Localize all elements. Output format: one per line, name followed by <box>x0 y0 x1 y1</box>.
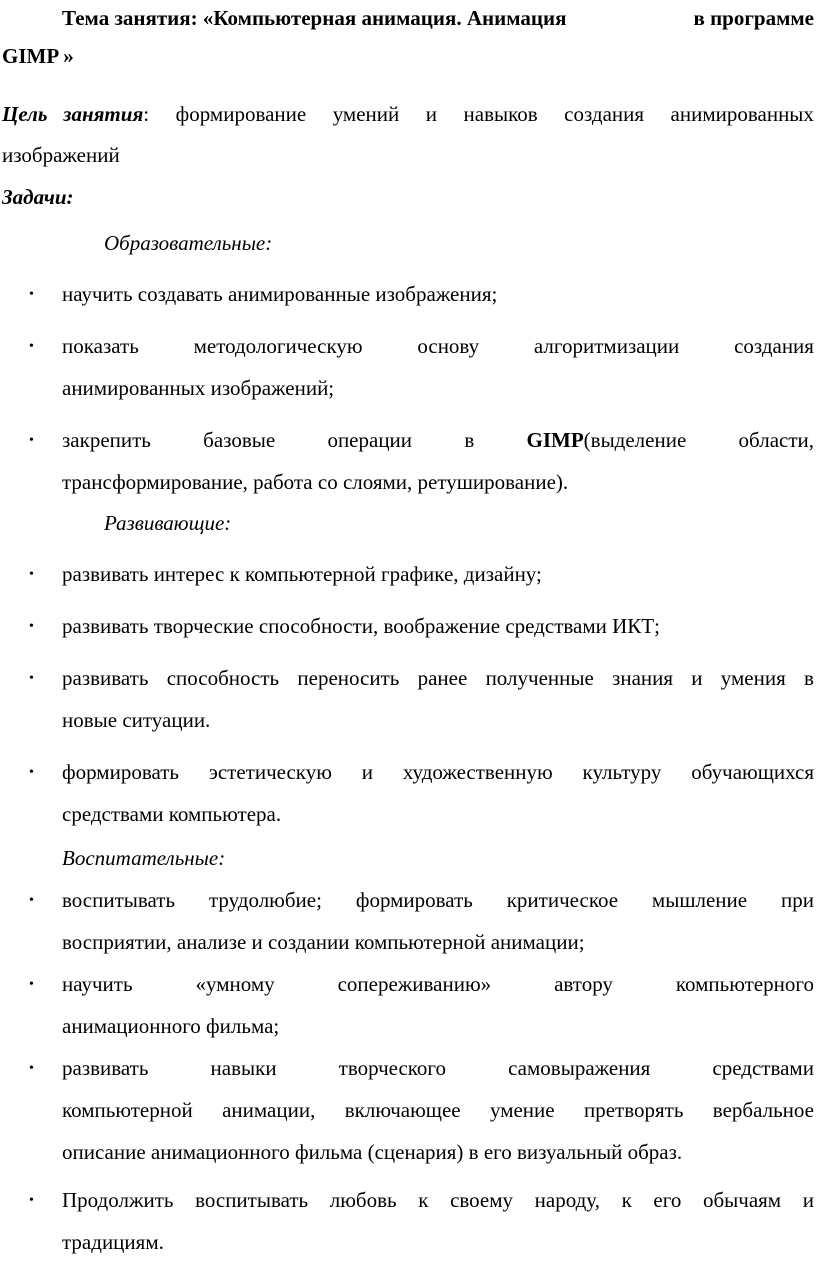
list-item-text: народу, <box>534 1188 600 1212</box>
list-item-line <box>62 708 210 733</box>
list-item-text: ранее <box>417 666 468 690</box>
goal-label: Цель занятия: <box>2 102 150 126</box>
list-item-text: сопереживанию» <box>337 972 492 996</box>
list-item-text: способность <box>166 666 280 690</box>
list-item-text: «умному <box>195 972 275 996</box>
bullet-icon: • <box>29 433 34 448</box>
list-item-text: в <box>804 666 814 690</box>
list-item-text: развивать интерес к компьютерной графике, дизайну; <box>62 562 542 586</box>
list-item-line <box>62 930 585 955</box>
goal-word: создания <box>564 102 645 126</box>
developing-heading: Развивающие: <box>104 511 232 535</box>
bullet-icon: • <box>29 977 34 992</box>
list-item-line <box>62 972 814 997</box>
list-item-line <box>62 1014 279 1039</box>
list-item-text: к <box>621 1188 632 1212</box>
list-item-text: вербальное <box>712 1098 814 1122</box>
list-item-text: формировать <box>355 888 473 912</box>
list-item-text: эстетическую <box>208 760 332 784</box>
list-item-line <box>62 334 814 359</box>
list-item-text: операции <box>327 428 413 452</box>
list-item-line <box>62 1098 814 1123</box>
title-part-2: в программе <box>693 6 814 30</box>
list-item-text: полученные <box>485 666 594 690</box>
list-item-line <box>62 562 542 587</box>
bullet-icon: • <box>29 339 34 354</box>
list-item-text: творческого <box>338 1056 447 1080</box>
list-item-text: Продолжить <box>62 1188 174 1212</box>
list-item-text: научить создавать анимированные изображения; <box>62 282 498 306</box>
list-item-text: формировать <box>62 760 179 784</box>
list-item-text: его <box>653 1188 682 1212</box>
list-item-text: обычаям <box>702 1188 782 1212</box>
list-item-text: GIMP(выделение <box>526 428 687 452</box>
list-item-line <box>62 376 334 401</box>
list-item-text: претворять <box>583 1098 684 1122</box>
list-item-text: и <box>691 666 703 690</box>
list-item-line <box>62 1056 814 1081</box>
title-part-1: Тема занятия: «Компьютерная анимация. Анимация <box>62 6 567 30</box>
list-item-line <box>62 888 814 913</box>
list-item-line <box>62 428 814 453</box>
list-item-text: художественную <box>402 760 553 784</box>
list-item-text: компьютерной <box>62 1098 193 1122</box>
list-item-text: средствами <box>712 1056 814 1080</box>
educational-heading: Образовательные: <box>104 231 273 255</box>
bullet-icon: • <box>29 1061 34 1076</box>
list-item-line <box>62 614 660 639</box>
goal-word: анимированных <box>670 102 814 126</box>
list-item-text: культуру <box>582 760 662 784</box>
list-item-text: развивать творческие способности, воображение средствами ИКТ; <box>62 614 660 638</box>
list-item-line <box>62 760 814 785</box>
bullet-icon: • <box>29 1193 34 1208</box>
list-item-text: навыки <box>210 1056 277 1080</box>
list-item-text: автору <box>554 972 613 996</box>
list-item-text: умения <box>720 666 786 690</box>
list-item-text: мышление <box>651 888 748 912</box>
list-item-text: самовыражения <box>508 1056 651 1080</box>
bullet-icon: • <box>29 567 34 582</box>
list-item-text: знания <box>612 666 674 690</box>
list-item-line <box>62 1230 164 1255</box>
list-item-text: и <box>802 1188 814 1212</box>
list-item-line <box>62 282 497 307</box>
list-item-text: развивать <box>62 666 149 690</box>
list-item-text: развивать <box>62 1056 149 1080</box>
list-item-text: анимации, <box>222 1098 316 1122</box>
list-item-text: любовь <box>329 1188 397 1212</box>
list-item-text: области, <box>738 428 814 452</box>
list-item-text: основу <box>417 334 480 358</box>
list-item-text: методологическую <box>193 334 363 358</box>
goal-word: формирование <box>175 102 307 126</box>
goal-word: умений <box>332 102 400 126</box>
list-item-line <box>62 802 281 827</box>
list-item-text: воспитывать <box>195 1188 309 1212</box>
list-item-text: критическое <box>506 888 619 912</box>
list-item-text: анимационного фильма; <box>62 1014 280 1038</box>
bullet-icon: • <box>29 287 34 302</box>
list-item-text: переносить <box>297 666 400 690</box>
list-item-text: умение <box>489 1098 555 1122</box>
list-item-line <box>62 1188 814 1213</box>
list-item-text: средствами компьютера. <box>62 802 282 826</box>
list-item-text: создания <box>734 334 814 358</box>
document-title-line-2: GIMP » <box>2 44 74 68</box>
goal-line-2: изображений <box>2 143 120 167</box>
bullet-icon: • <box>29 893 34 908</box>
list-item-text: своему <box>450 1188 514 1212</box>
list-item-text: в <box>464 428 475 452</box>
list-item-text: показать <box>62 334 139 358</box>
list-item-text: и <box>361 760 373 784</box>
goal-word: навыков <box>463 102 538 126</box>
list-item-text: базовые <box>203 428 276 452</box>
goal-word: и <box>425 102 438 126</box>
list-item-line <box>62 470 568 495</box>
list-item-text: описание анимационного фильма (сценария) в его визуальный образ. <box>62 1140 683 1164</box>
list-item-line <box>62 1140 682 1165</box>
list-item-text: воспитывать <box>62 888 176 912</box>
list-item-text: алгоритмизации <box>533 334 680 358</box>
tasks-label: Задачи: <box>2 185 74 209</box>
document-title-line-1 <box>62 6 814 31</box>
goal-line-1 <box>2 102 814 127</box>
list-item-text: к <box>418 1188 429 1212</box>
list-item-line <box>62 666 814 691</box>
list-item-text: традициям. <box>62 1230 164 1254</box>
list-item-text: новые ситуации. <box>62 708 211 732</box>
bullet-icon: • <box>29 619 34 634</box>
upbringing-heading: Воспитательные: <box>62 846 226 870</box>
list-item-text: восприятии, анализе и создании компьютерной анимации; <box>62 930 585 954</box>
bullet-icon: • <box>29 765 34 780</box>
list-item-text: анимированных изображений; <box>62 376 335 400</box>
list-item-text: трансформирование, работа со слоями, ретуширование). <box>62 470 569 494</box>
list-item-text: закрепить <box>62 428 151 452</box>
list-item-text: научить <box>62 972 133 996</box>
list-item-text: компьютерного <box>675 972 814 996</box>
bullet-icon: • <box>29 671 34 686</box>
list-item-text: обучающихся <box>691 760 814 784</box>
list-item-text: включающее <box>344 1098 461 1122</box>
list-item-text: при <box>780 888 814 912</box>
list-item-text: трудолюбие; <box>208 888 322 912</box>
